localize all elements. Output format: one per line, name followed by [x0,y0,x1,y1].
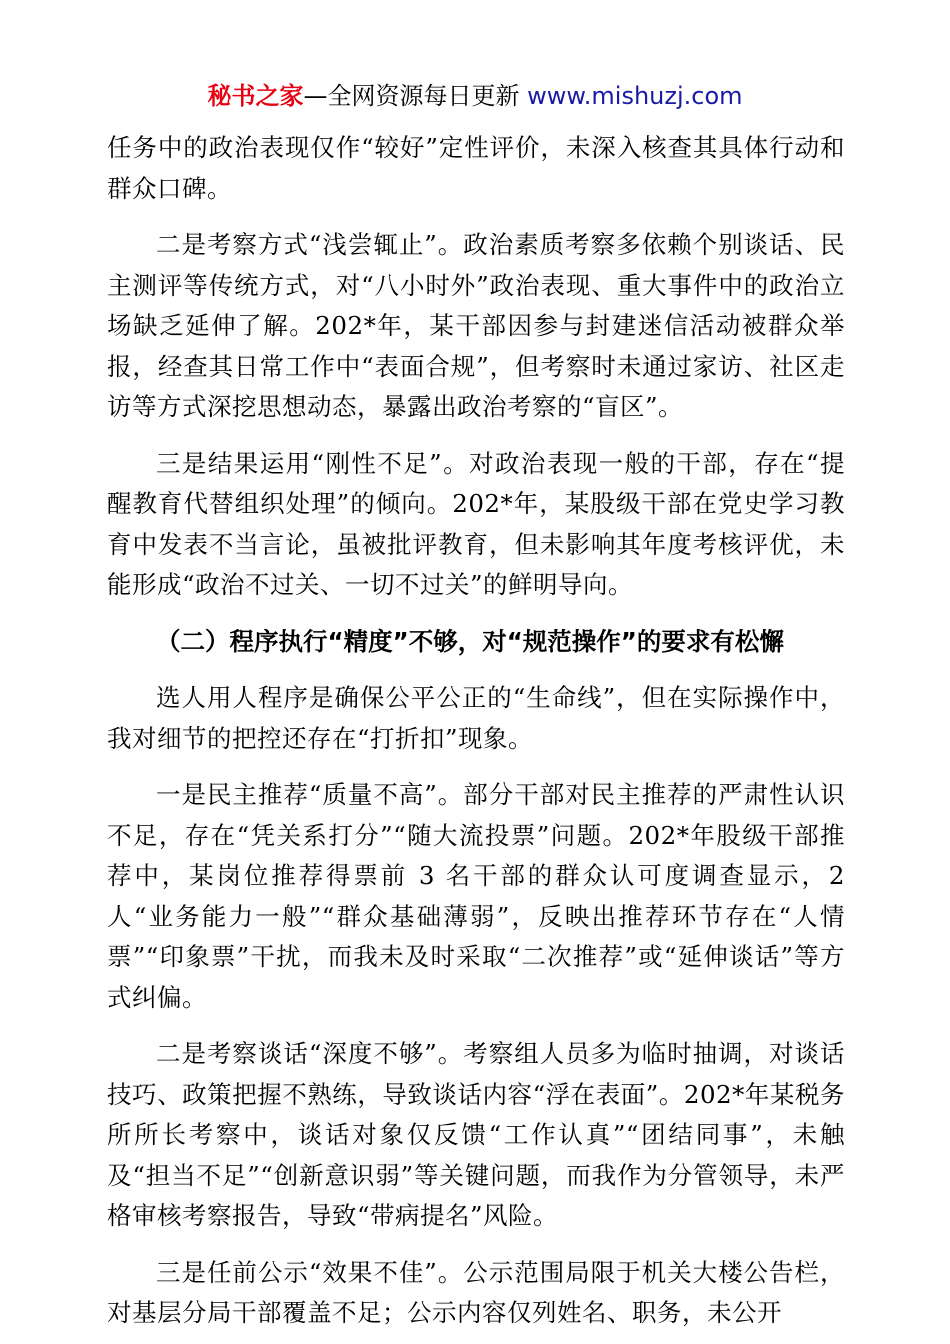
site-tagline: —全网资源每日更新 [303,82,528,110]
document-body [107,128,845,1334]
paragraph-result-application: 三是结果运用“刚性不足”。对政治表现一般的干部，存在“提醒教育代替组织处理”的倾向。202*年，某股级干部在党史学习教育中发表不当言论，虽被批评教育，但未影响其年度考核评优，未能形成“政治不过关、一切不过关”的鲜明导向。 [107,448,845,599]
site-header [0,80,950,112]
paragraph-inspection-method: 二是考察方式“浅尝辄止”。政治素质考察多依赖个别谈话、民主测评等传统方式，对“八小时外”政治表现、重大事件中的政治立场缺乏延伸了解。202*年，某干部因参与封建迷信活动被群众举报，经查其日常工作中“表面合规”，但考察时未通过家访、社区走访等方式深挖思想动态，暴露出政治考察的“盲区”。 [107,230,845,421]
paragraph-procedure-intro: 选人用人程序是确保公平公正的“生命线”，但在实际操作中，我对细节的把控还存在“打折扣”现象。 [107,683,845,753]
paragraph-continuation: 任务中的政治表现仅作“较好”定性评价，未深入核查其具体行动和群众口碑。 [107,133,845,203]
paragraph-democratic-recommendation: 一是民主推荐“质量不高”。部分干部对民主推荐的严肃性认识不足，存在“凭关系打分”“随大流投票”问题。202*年股级干部推荐中，某岗位推荐得票前 3 名干部的群众认可度调查显示，2 人“业务能力一般”“群众基础薄弱”，反映出推荐环节存在“人情票”“印象票”干扰，而我未及时采取“二次推荐”或“延伸谈话”等方式纠偏。 [107,780,845,1012]
paragraph-public-notice: 三是任前公示“效果不佳”。公示范围局限于机关大楼公告栏，对基层分局干部覆盖不足；公示内容仅列姓名、职务，未公开 [107,1257,845,1327]
section-heading-procedure: （二）程序执行“精度”不够，对“规范操作”的要求有松懈 [156,626,784,656]
paragraph-inspection-talk: 二是考察谈话“深度不够”。考察组人员多为临时抽调，对谈话技巧、政策把握不熟练，导致谈话内容“浮在表面”。202*年某税务所所长考察中，谈话对象仅反馈“工作认真”“团结同事”，未触及“担当不足”“创新意识弱”等关键问题，而我作为分管领导，未严格审核考察报告，导致“带病提名”风险。 [107,1039,845,1230]
site-brand: 秘书之家 [207,82,304,110]
site-url-link[interactable]: www.mishuzj.com [527,82,743,110]
